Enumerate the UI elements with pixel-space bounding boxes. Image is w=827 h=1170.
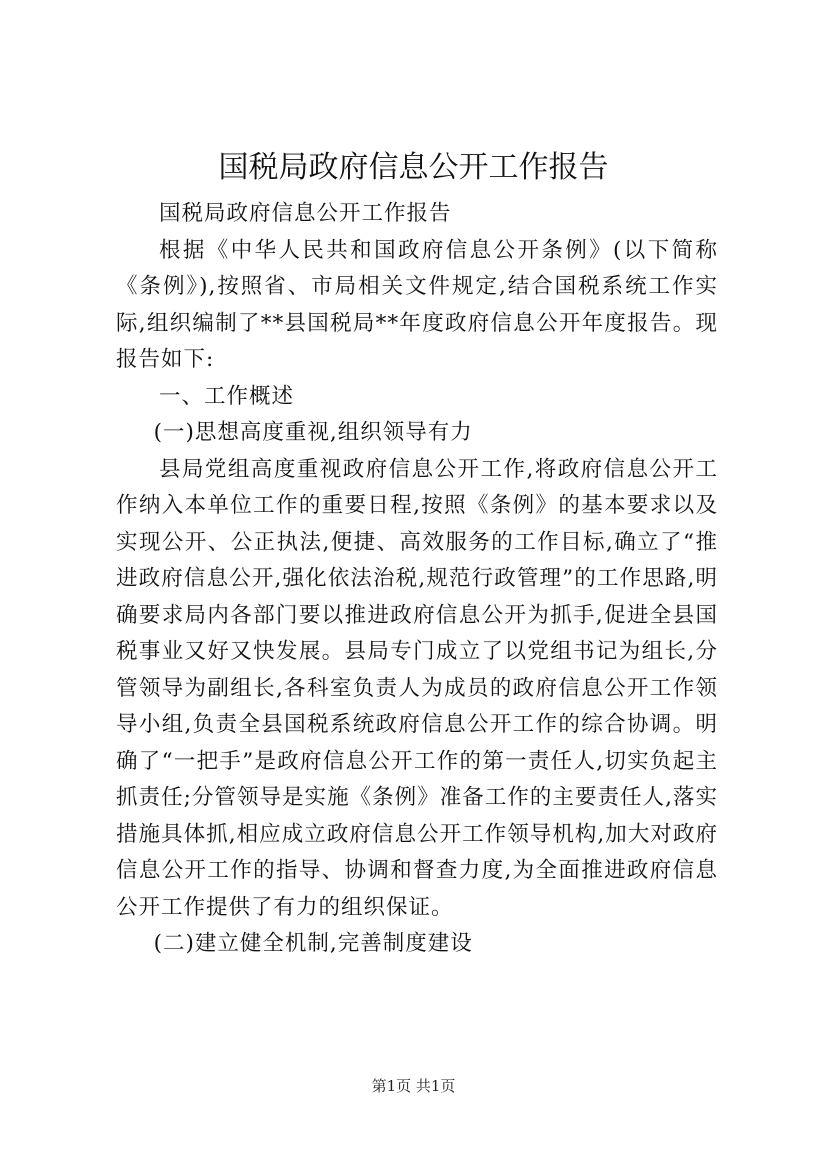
section-heading-1: 一、工作概述 [159, 383, 295, 409]
paragraph-body-1: 县局党组高度重视政府信息公开工作,将政府信息公开工作纳入本单位工作的重要日程,按照《条例》的基本要求以及实现公开、公正执法,便捷、高效服务的工作目标,确立了“推进政府信息公开,强化依法治税,规范行政管理”的工作思路,明确要求局内各部门要以推进政府信息公开为抓手,促进全县国税事业又好又快发展。县局专门成立了以党组书记为组长,分管领导为副组长,各科室负责人为成员的政府信息公开工作领导小组,负责全县国税系统政府信息公开工作的综合协调。明确了“一把手”是政府信息公开工作的第一责任人,切实负起主抓责任;分管领导是实施《条例》准备工作的主要责任人,落实措施具体抓,相应成立政府信息公开工作领导机构,加大对政府信息公开工作的指导、协调和督查力度,为全面推进政府信息公开工作提供了有力的组织保证。 [116, 456, 718, 920]
subsection-heading-2: (二)建立健全机制,完善制度建设 [153, 931, 473, 956]
subsection-heading-1: (一)思想高度重视,组织领导有力 [153, 420, 473, 445]
document-body [116, 196, 718, 963]
paragraph-intro: 根据《中华人民共和国政府信息公开条例》(以下简称《条例》),按照省、市局相关文件规定,结合国税系统工作实际,组织编制了**县国税局**年度政府信息公开年度报告。现报告如下: [116, 237, 718, 372]
document-title: 国税局政府信息公开工作报告 [218, 150, 609, 185]
page-footer: 第1页 共1页 [371, 1077, 456, 1095]
paragraph-subtitle: 国税局政府信息公开工作报告 [159, 201, 452, 226]
